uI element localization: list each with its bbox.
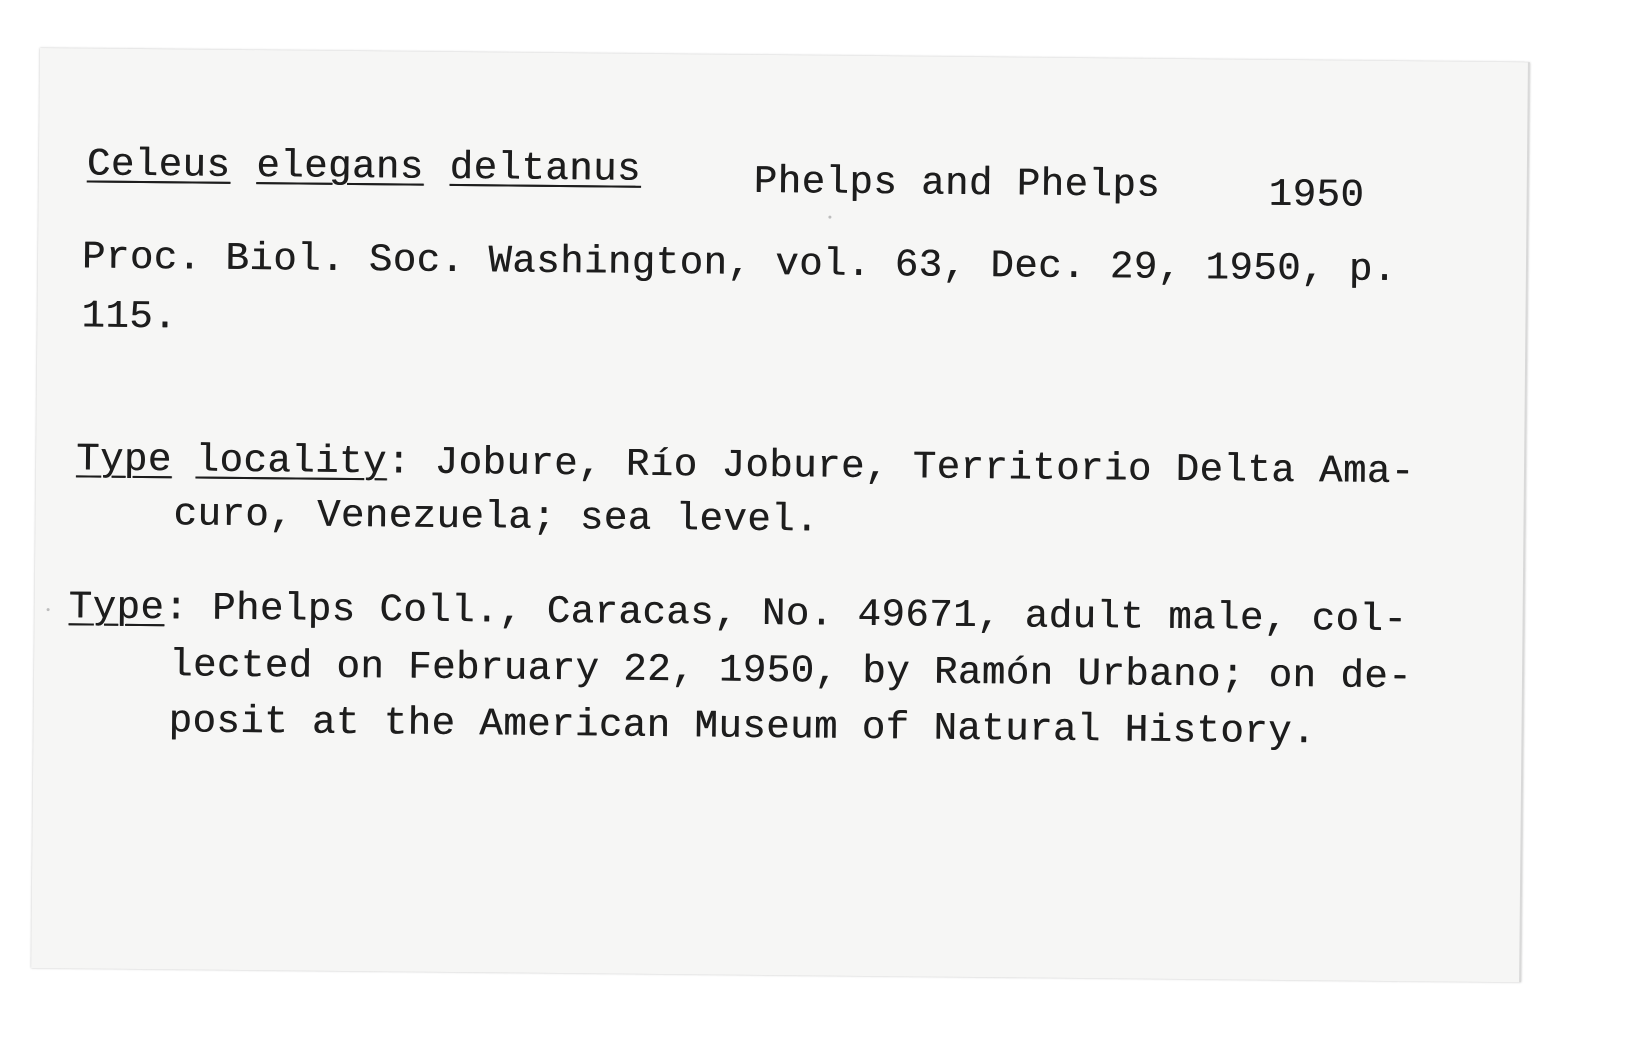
paper-speck [828, 216, 831, 219]
index-card [31, 48, 1530, 982]
type-locality-line-1 [75, 437, 1415, 495]
species-name: elegans [256, 144, 424, 190]
type-label: Type [68, 585, 165, 631]
taxon-name [86, 142, 642, 192]
card-edge [1519, 62, 1530, 982]
year: 1950 [1268, 172, 1365, 218]
type-locality-label-locality: locality [195, 438, 388, 485]
paper-speck [47, 608, 50, 611]
type-line-2: lected on February 22, 1950, by Ramón Urbano; on de- [168, 643, 1413, 700]
type-line-3: posit at the American Museum of Natural History. [168, 699, 1317, 755]
type-line-1 [68, 585, 1408, 643]
citation-line-1: Proc. Biol. Soc. Washington, vol. 63, Dec. 29, 1950, p. [81, 235, 1397, 293]
type-text: : Phelps Coll., Caracas, No. 49671, adult male, col- [164, 586, 1408, 643]
type-locality-text: : Jobure, Río Jobure, Territorio Delta Ama- [386, 440, 1415, 495]
subspecies-name: deltanus [449, 145, 642, 192]
genus-name: Celeus [86, 142, 231, 188]
type-locality-line-2: curo, Venezuela; sea level. [173, 492, 820, 543]
authors: Phelps and Phelps [753, 159, 1161, 208]
citation-line-2: 115. [81, 294, 178, 340]
type-locality-label-type: Type [75, 437, 172, 483]
